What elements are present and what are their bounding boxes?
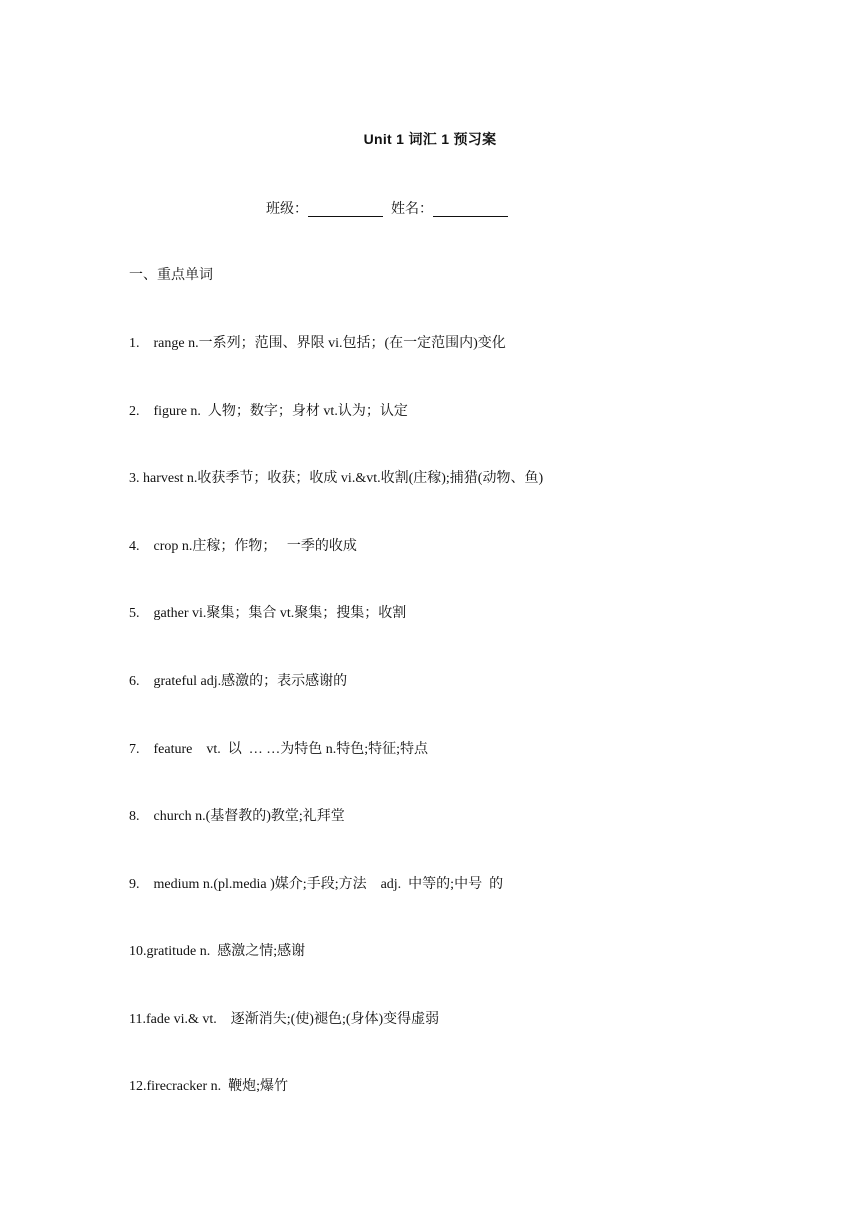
student-info-line — [266, 198, 516, 218]
list-item: 5. gather vi.聚集；集合 vt.聚集；搜集；收割 — [129, 606, 407, 621]
class-blank[interactable] — [308, 202, 383, 217]
list-item: 2. figure n. 人物；数字；身材 vt.认为；认定 — [129, 404, 408, 419]
list-item: 8. church n.(基督教的)教堂;礼拜堂 — [129, 809, 345, 824]
list-item: 7. feature vt. 以 … …为特色 n.特色;特征;特点 — [129, 742, 429, 757]
list-item: 9. medium n.(pl.media )媒介;手段;方法 adj. 中等的;中号 的 — [129, 877, 504, 892]
list-item: 12.firecracker n. 鞭炮;爆竹 — [129, 1079, 288, 1094]
section-title: 一、重点单词 — [129, 268, 213, 283]
list-item: 4. crop n.庄稼；作物； 一季的收成 — [129, 539, 357, 554]
list-item: 11.fade vi.& vt. 逐渐消失;(使)褪色;(身体)变得虚弱 — [129, 1012, 440, 1027]
document-title: Unit 1 词汇 1 预习案 — [363, 131, 497, 147]
name-blank[interactable] — [433, 202, 508, 217]
list-item: 10.gratitude n. 感激之情;感谢 — [129, 944, 306, 959]
list-item: 6. grateful adj.感激的；表示感谢的 — [129, 674, 348, 689]
name-label: 姓名： — [391, 202, 433, 217]
class-label: 班级： — [266, 202, 308, 217]
list-item: 3. harvest n.收获季节；收获；收成 vi.&vt.收割(庄稼);捕猎(动物、鱼) — [129, 471, 544, 486]
list-item: 1. range n.一系列；范围、界限 vi.包括；(在一定范围内)变化 — [129, 336, 506, 351]
